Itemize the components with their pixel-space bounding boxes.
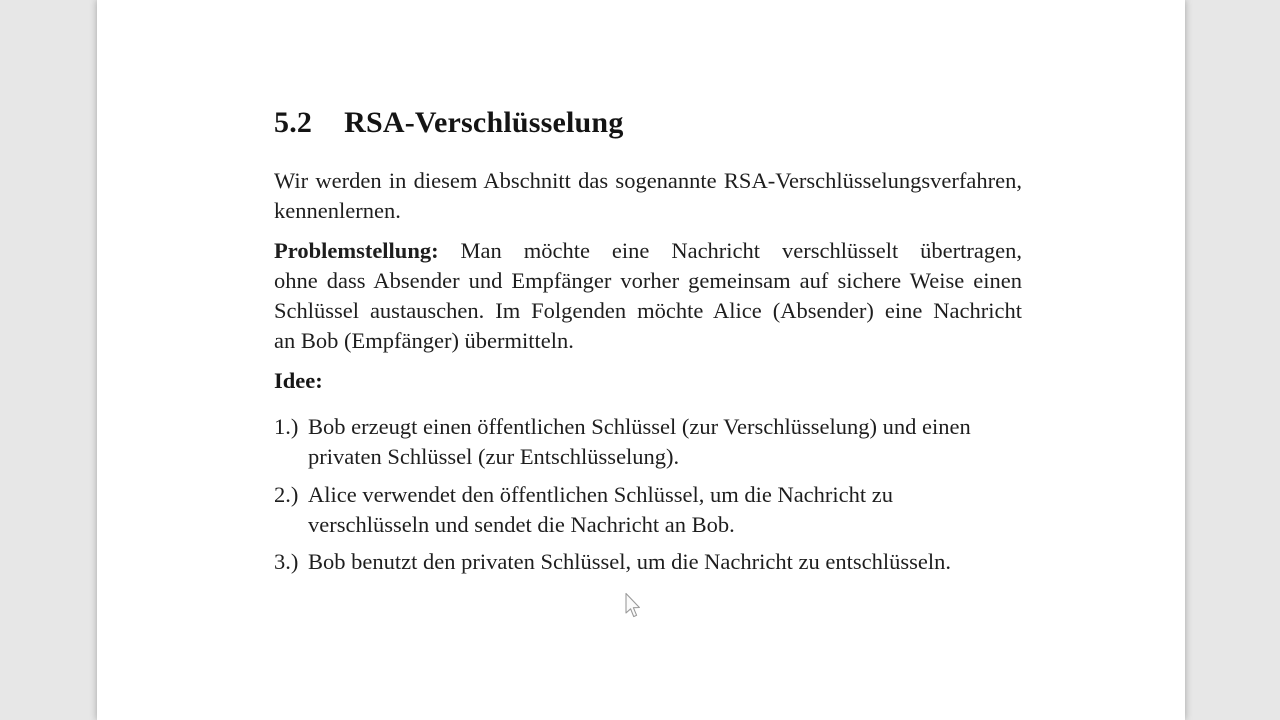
problem-line-3: Schlüssel austauschen. Im Folgenden möchte Alice (Absender) eine Nachricht bbox=[274, 298, 1022, 323]
list-item-1-line-2: privaten Schlüssel (zur Entschlüsselung). bbox=[308, 444, 680, 469]
intro-line-2: kennenlernen. bbox=[274, 198, 401, 223]
list-item-1-text-1: Bob erzeugt einen öffentlichen Schlüssel (zur Verschlüsselung) und einen bbox=[308, 414, 971, 439]
list-item-2-line-2: verschlüsseln und sendet die Nachricht an Bob. bbox=[308, 512, 735, 537]
problem-line-1 bbox=[274, 236, 1022, 266]
section-number: 5.2 bbox=[274, 106, 313, 139]
list-item-3-line-1 bbox=[274, 547, 1022, 577]
list-item-3-label: 3.) bbox=[274, 549, 299, 574]
problem-line-2: ohne dass Absender und Empfänger vorher gemeinsam auf sichere Weise einen bbox=[274, 268, 1022, 293]
problem-line-1-text: Man möchte eine Nachricht verschlüsselt übertragen, bbox=[460, 238, 1022, 263]
document-page bbox=[97, 0, 1185, 720]
idea-heading: Idee: bbox=[274, 368, 323, 393]
section-title: RSA-Verschlüsselung bbox=[344, 106, 624, 139]
list-item-1-line-1 bbox=[274, 412, 1022, 442]
list-item-2-line-1 bbox=[274, 480, 1022, 510]
intro-line-1: Wir werden in diesem Abschnitt das sogenannte RSA-Verschlüsselungsverfahren, bbox=[274, 168, 1022, 193]
problem-line-4: an Bob (Empfänger) übermitteln. bbox=[274, 328, 574, 353]
list-item-2-label: 2.) bbox=[274, 482, 299, 507]
list-item-3-text-1: Bob benutzt den privaten Schlüssel, um die Nachricht zu entschlüsseln. bbox=[308, 549, 951, 574]
problem-lead-label: Problemstellung: bbox=[274, 238, 439, 263]
list-item-1-label: 1.) bbox=[274, 414, 299, 439]
section-heading bbox=[274, 103, 1022, 143]
list-item-2-text-1: Alice verwendet den öffentlichen Schlüssel, um die Nachricht zu bbox=[308, 482, 894, 507]
